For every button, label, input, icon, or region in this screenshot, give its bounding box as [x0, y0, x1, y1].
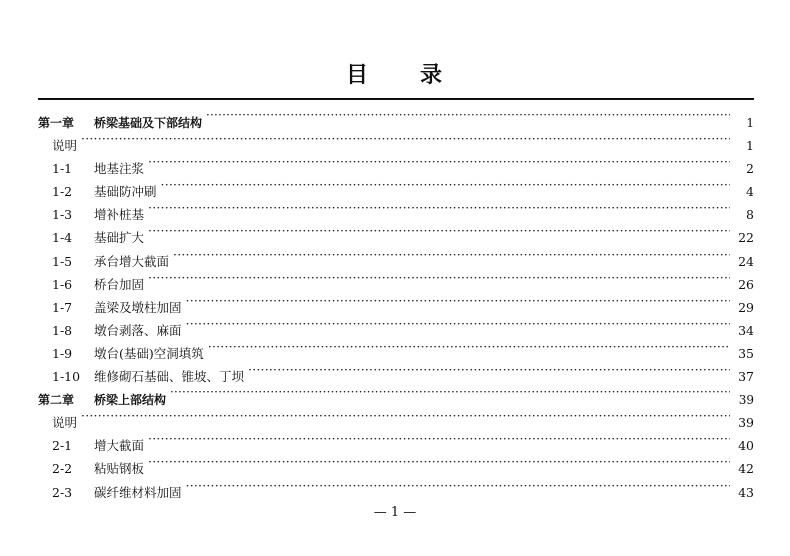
toc-entry-number: 2-1 — [52, 438, 73, 454]
toc-entry-label: 增补桩基 — [94, 207, 145, 223]
toc-entry-page: 24 — [738, 253, 754, 269]
toc-entry-row[interactable] — [38, 127, 754, 154]
toc-entry-page: 43 — [738, 484, 754, 500]
toc-entry-page: 2 — [746, 161, 754, 177]
toc-entry-row[interactable] — [38, 427, 754, 454]
title-part-1: 目 — [345, 63, 370, 88]
dot-leader — [161, 173, 730, 196]
toc-entry-page: 29 — [738, 299, 754, 315]
dot-leader — [208, 335, 730, 358]
toc-entry-page: 35 — [738, 345, 754, 361]
toc-entry-page: 40 — [738, 438, 754, 454]
dot-leader — [170, 381, 730, 404]
toc-entry-label: 基础扩大 — [94, 230, 145, 246]
toc-entry-number: 1-4 — [52, 230, 73, 246]
toc-entry-number: 第一章 — [38, 116, 75, 130]
toc-entry-number: 1-5 — [52, 253, 73, 269]
toc-entry-page: 1 — [746, 138, 754, 154]
dot-leader — [148, 219, 730, 242]
dot-leader — [248, 358, 730, 381]
dot-leader — [173, 243, 730, 266]
toc-entry-label: 桥梁上部结构 — [94, 393, 167, 408]
toc-entry-number: 1-7 — [52, 299, 73, 315]
toc-entry-number: 1-2 — [52, 184, 73, 200]
dot-leader — [186, 312, 730, 335]
toc-entry-number: 1-3 — [52, 207, 73, 223]
toc-entry-label: 维修砌石基础、锥坡、丁坝 — [94, 369, 245, 385]
toc-entry-label: 墩台(基础)空洞填筑 — [94, 345, 204, 361]
toc-entry-page: 34 — [738, 322, 754, 338]
dot-leader — [186, 474, 730, 497]
toc-entry-number: 1-10 — [52, 369, 81, 385]
dot-leader — [148, 196, 730, 219]
page-title — [0, 58, 790, 89]
dot-leader — [206, 104, 730, 127]
dot-leader — [81, 404, 730, 427]
toc-entry-label: 桥台加固 — [94, 276, 145, 292]
toc-entry-page: 39 — [738, 393, 754, 408]
toc-entry-number: 1-1 — [52, 161, 73, 177]
toc-entry-label: 墩台剥落、麻面 — [94, 322, 182, 338]
dot-leader — [148, 427, 730, 450]
toc-entry-label: 粘贴钢板 — [94, 461, 145, 477]
table-of-contents — [38, 104, 754, 500]
toc-entry-row[interactable] — [38, 150, 754, 177]
toc-entry-label: 承台增大截面 — [94, 253, 170, 269]
toc-entry-label: 桥梁基础及下部结构 — [94, 116, 203, 130]
toc-entry-number: 1-8 — [52, 322, 73, 338]
page-number-footer: — 1 — — [373, 505, 417, 520]
toc-entry-label: 地基注浆 — [94, 161, 145, 177]
toc-entry-label: 盖梁及墩柱加固 — [94, 299, 182, 315]
title-rule — [38, 98, 754, 100]
toc-entry-page: 39 — [738, 415, 754, 431]
toc-entry-number: 2-3 — [52, 484, 73, 500]
toc-entry-label: 基础防冲刷 — [94, 184, 157, 200]
dot-leader — [186, 289, 730, 312]
toc-entry-page: 26 — [738, 276, 754, 292]
dot-leader — [148, 450, 730, 473]
toc-entry-label: 说明 — [52, 138, 78, 154]
toc-entry-page: 8 — [746, 207, 754, 223]
toc-entry-label: 碳纤维材料加固 — [94, 484, 182, 500]
toc-entry-label: 增大截面 — [94, 438, 145, 454]
dot-leader — [81, 127, 730, 150]
toc-entry-page: 37 — [738, 369, 754, 385]
toc-entry-row[interactable] — [38, 404, 754, 431]
toc-entry-page: 1 — [746, 116, 754, 130]
toc-entry-number: 1-6 — [52, 276, 73, 292]
toc-entry-number: 2-2 — [52, 461, 73, 477]
dot-leader — [148, 266, 730, 289]
toc-chapter-row[interactable] — [38, 104, 754, 130]
toc-entry-number: 第二章 — [38, 393, 75, 408]
toc-entry-page: 22 — [738, 230, 754, 246]
toc-entry-number: 1-9 — [52, 345, 73, 361]
toc-entry-page: 4 — [746, 184, 754, 200]
toc-entry-label: 说明 — [52, 415, 78, 431]
title-part-2: 录 — [420, 63, 445, 88]
toc-entry-page: 42 — [738, 461, 754, 477]
dot-leader — [148, 150, 730, 173]
